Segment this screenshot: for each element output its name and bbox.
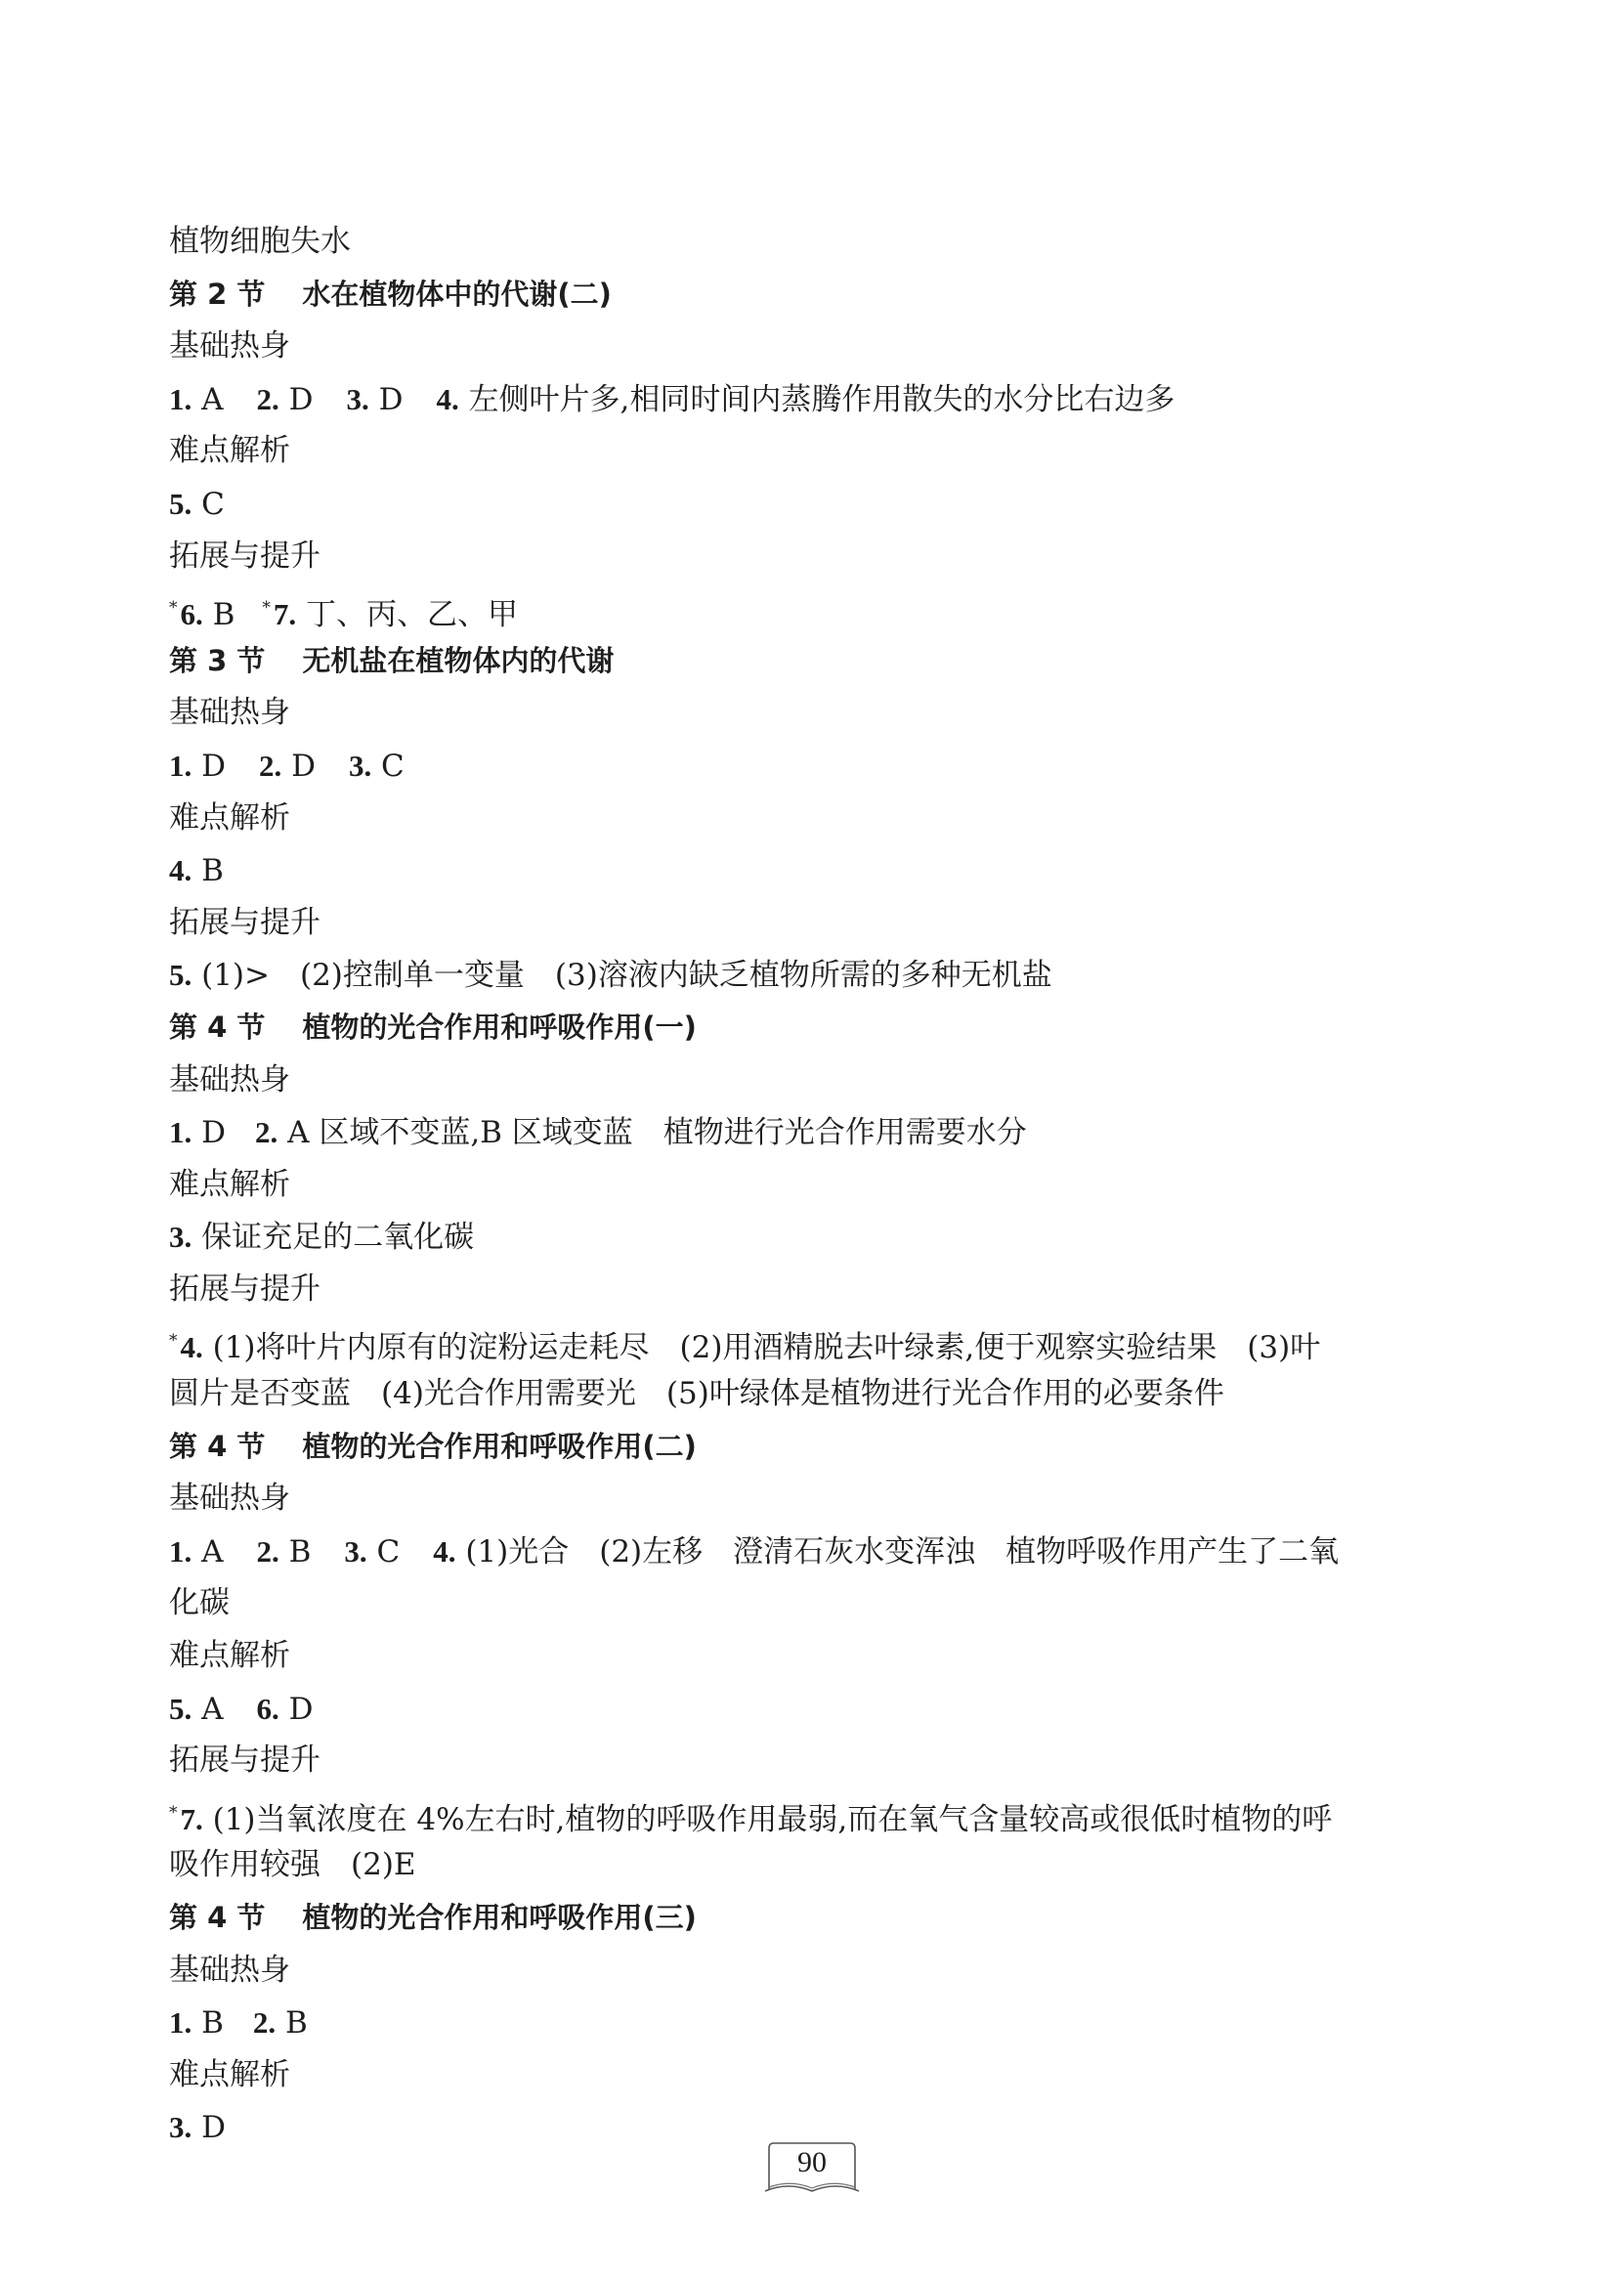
page-number-badge	[763, 2140, 861, 2195]
answer-text: D	[278, 1691, 314, 1727]
answer-item	[262, 597, 518, 632]
exercise-category: 基础热身	[169, 1952, 290, 1988]
section-heading	[169, 635, 1478, 688]
answer-text: D	[192, 748, 226, 784]
answer-continuation: 吸作用较强 (2)E	[169, 1847, 416, 1883]
question-number: 2.	[256, 1533, 279, 1569]
section-title: 水在植物体中的代谢(二)	[302, 277, 612, 311]
question-number: 1.	[169, 2005, 192, 2041]
answer-text: D	[192, 1115, 226, 1151]
answer-item	[169, 1330, 1320, 1365]
question-number: 5.	[169, 1691, 192, 1726]
optional-star-marker: *	[169, 1331, 178, 1352]
section-number: 第 2 节	[169, 277, 266, 311]
answer-continuation: 圆片是否变蓝 (4)光合作用需要光 (5)叶绿体是植物进行光合作用的必要条件	[169, 1376, 1224, 1412]
exercise-category: 难点解析	[169, 1638, 290, 1674]
question-number: 3.	[169, 2110, 192, 2145]
section-title: 无机盐在植物体内的代谢	[302, 643, 615, 677]
answer-text: B	[192, 2005, 224, 2042]
answer-text: (1)> (2)控制单一变量 (3)溶液内缺乏植物所需的多种无机盐	[192, 958, 1052, 994]
answer-item	[169, 1692, 224, 1727]
answer-item	[255, 1115, 1027, 1150]
answer-row	[169, 478, 1478, 531]
answer-item	[169, 382, 224, 417]
answer-text: 保证充足的二氧化碳	[192, 1220, 475, 1256]
question-number: 2.	[258, 748, 282, 783]
question-number: 4.	[436, 381, 459, 416]
question-number: 3.	[348, 748, 372, 783]
exercise-category: 难点解析	[169, 433, 290, 469]
section-number: 第 4 节	[169, 1429, 266, 1463]
answer-text: (1)将叶片内原有的淀粉运走耗尽 (2)用酒精脱去叶绿素,便于观察实验结果 (3)叶	[202, 1330, 1321, 1366]
question-number: 5.	[169, 486, 192, 521]
question-number: 2.	[252, 2005, 277, 2041]
answer-text: A	[192, 381, 224, 417]
exercise-category: 基础热身	[169, 328, 290, 365]
exercise-category: 拓展与提升	[169, 1270, 321, 1307]
section-title: 植物的光合作用和呼吸作用(二)	[302, 1429, 697, 1463]
answer-row	[169, 949, 1478, 1002]
answer-text: B	[192, 853, 224, 889]
answer-text: A 区域不变蓝,B 区域变蓝 植物进行光合作用需要水分	[278, 1115, 1027, 1151]
answer-row	[169, 1997, 1478, 2049]
answer-text: C	[371, 748, 405, 784]
answer-row	[169, 582, 1478, 635]
page-number: 90	[797, 2146, 827, 2178]
answer-row	[169, 1526, 1478, 1578]
question-number: 3.	[169, 1220, 192, 1255]
answer-item	[436, 382, 1175, 417]
answer-item	[169, 853, 224, 888]
section-heading	[169, 1421, 1478, 1474]
answer-item	[257, 382, 314, 417]
section-title: 植物的光合作用和呼吸作用(三)	[302, 1901, 697, 1934]
section-number: 第 4 节	[169, 1010, 266, 1044]
question-number: 7.	[273, 597, 297, 632]
answer-item	[169, 487, 225, 522]
answer-item	[349, 749, 405, 784]
question-number: 5.	[169, 958, 192, 993]
optional-star-marker: *	[169, 1802, 178, 1823]
answer-text: A	[192, 1533, 224, 1570]
answer-continuation: 化碳	[169, 1585, 230, 1621]
question-number: 1.	[169, 1115, 192, 1150]
section-number: 第 3 节	[169, 643, 266, 677]
answer-text: C	[366, 1533, 401, 1570]
exercise-category: 基础热身	[169, 695, 290, 731]
exercise-category: 拓展与提升	[169, 1742, 321, 1779]
question-number: 3.	[346, 381, 369, 416]
optional-star-marker: *	[262, 598, 271, 619]
exercise-category: 拓展与提升	[169, 538, 321, 574]
section-heading	[169, 1892, 1478, 1945]
answer-item	[169, 2110, 226, 2145]
section-heading	[169, 1002, 1478, 1054]
exercise-category: 难点解析	[169, 2056, 290, 2092]
section-number: 第 4 节	[169, 1901, 266, 1934]
question-number: 1.	[169, 748, 192, 783]
answer-text: D	[192, 2110, 226, 2146]
answer-text: D	[281, 748, 316, 784]
question-number: 6.	[180, 597, 203, 632]
answer-text: A	[192, 1691, 224, 1727]
answer-item	[169, 749, 226, 784]
exercise-category: 难点解析	[169, 1166, 290, 1202]
answer-item	[169, 2005, 224, 2041]
answer-text: (1)当氧浓度在 4%左右时,植物的呼吸作用最弱,而在氧气含量较高或很低时植物的呼	[202, 1801, 1333, 1837]
answer-item	[257, 1692, 314, 1727]
answer-row	[169, 1787, 1478, 1840]
question-number: 6.	[256, 1691, 279, 1726]
question-number: 4.	[169, 853, 192, 888]
answer-text: B	[202, 597, 235, 633]
answer-item	[344, 1534, 400, 1570]
answer-text: B	[278, 1533, 312, 1570]
answer-row	[169, 740, 1478, 793]
question-number: 7.	[180, 1801, 203, 1836]
question-number: 1.	[169, 381, 192, 416]
answer-row	[169, 1683, 1478, 1736]
answer-row	[169, 373, 1478, 426]
section-title: 植物的光合作用和呼吸作用(一)	[302, 1010, 697, 1044]
question-number: 1.	[169, 1533, 192, 1569]
question-number: 4.	[180, 1330, 203, 1365]
answer-continuation: 植物细胞失水	[169, 224, 351, 259]
answer-text: B	[276, 2005, 308, 2042]
answer-row	[169, 1106, 1478, 1159]
answer-row	[169, 1315, 1478, 1368]
exercise-category: 难点解析	[169, 799, 290, 836]
answer-item	[253, 2005, 308, 2041]
answer-text: D	[368, 381, 404, 417]
question-number: 3.	[344, 1533, 367, 1569]
answer-text: D	[278, 381, 314, 417]
answer-text: 丁、丙、乙、甲	[296, 597, 518, 633]
answer-key-content	[169, 216, 1478, 2154]
answer-text: 左侧叶片多,相同时间内蒸腾作用散失的水分比右边多	[458, 381, 1175, 417]
exercise-category: 拓展与提升	[169, 904, 321, 940]
exercise-category: 基础热身	[169, 1061, 290, 1097]
answer-item	[259, 749, 316, 784]
answer-item	[433, 1534, 1339, 1570]
answer-text: (1)光合 (2)左移 澄清石灰水变浑浊 植物呼吸作用产生了二氧	[455, 1533, 1340, 1570]
answer-item	[169, 1115, 226, 1150]
exercise-category: 基础热身	[169, 1481, 290, 1517]
answer-item	[169, 597, 235, 632]
answer-item	[169, 1534, 224, 1570]
optional-star-marker: *	[169, 598, 178, 619]
answer-item	[346, 382, 403, 417]
answer-row	[169, 844, 1478, 897]
section-heading	[169, 269, 1478, 322]
question-number: 2.	[256, 381, 279, 416]
answer-item	[257, 1534, 312, 1570]
answer-item	[169, 958, 1052, 993]
question-number: 2.	[254, 1115, 278, 1150]
answer-item	[169, 1802, 1332, 1837]
answer-row	[169, 1211, 1478, 1264]
answer-text: C	[192, 486, 225, 522]
answer-item	[169, 1220, 474, 1255]
question-number: 4.	[433, 1533, 456, 1569]
